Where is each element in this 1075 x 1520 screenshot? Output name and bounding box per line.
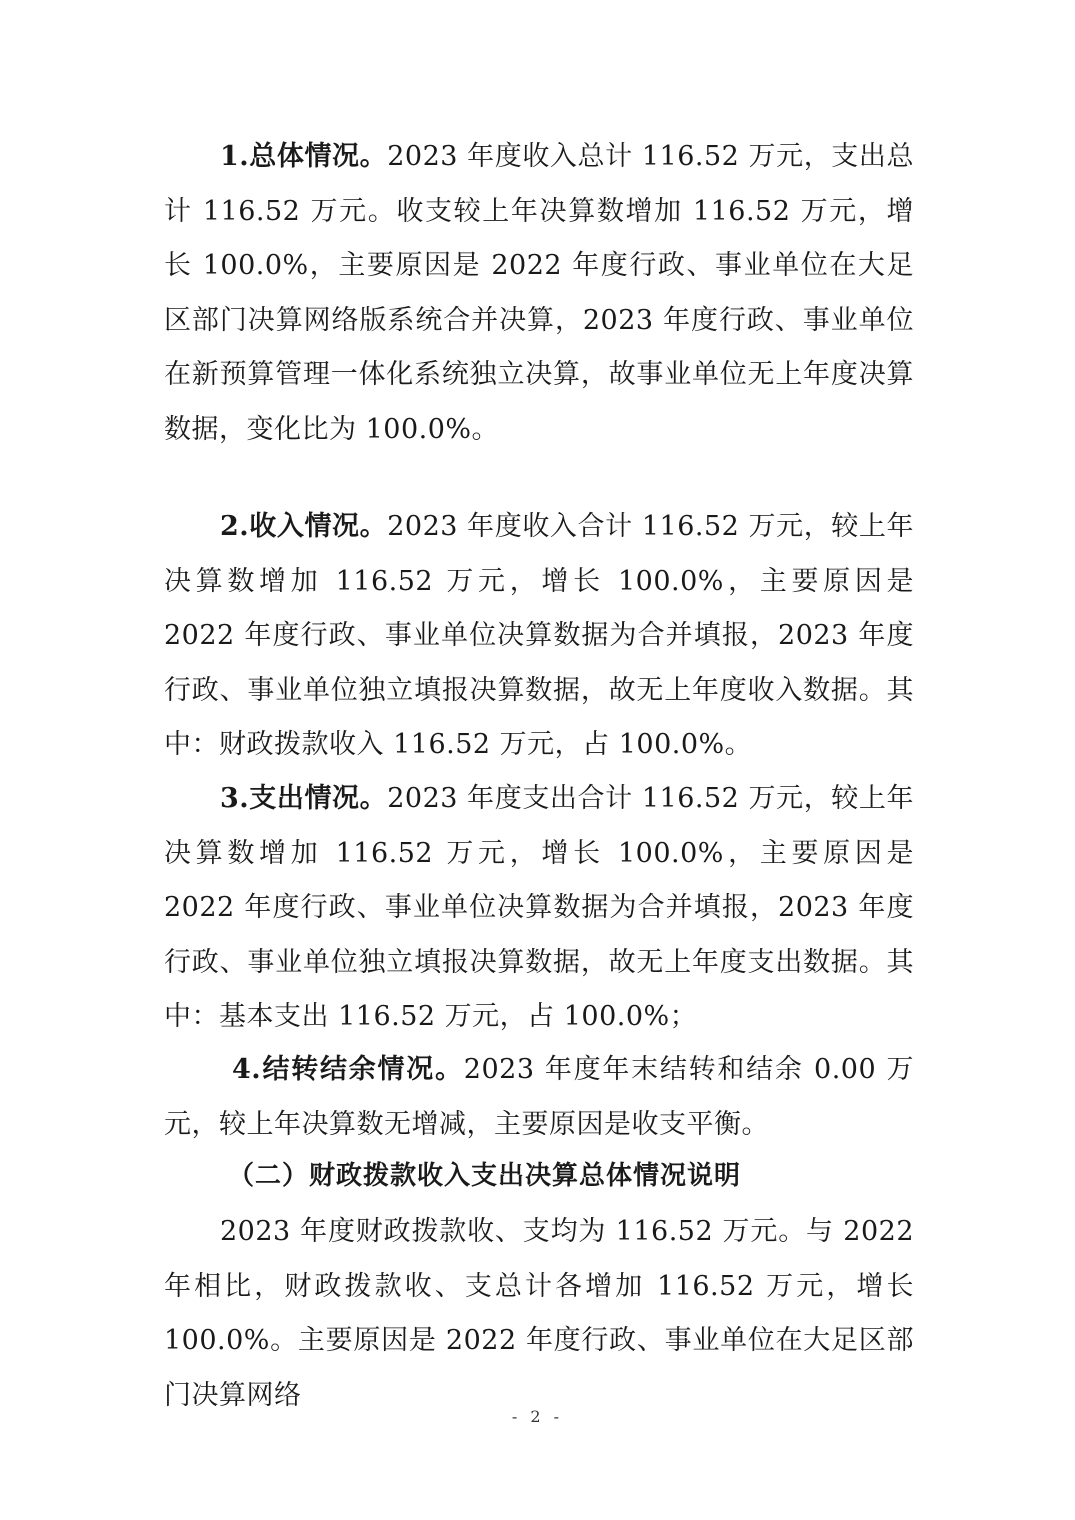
paragraph-income — [164, 500, 914, 773]
paragraph-expenditure-lead: 3.支出情况。 — [220, 783, 388, 814]
paragraph-carryover — [164, 1043, 914, 1152]
paragraph-carryover-text: 2023 年度年末结转和结余 0.00 万元，较上年决算数无增减，主要原因是收支平衡。 — [164, 1054, 914, 1140]
paragraph-income-text: 2023 年度收入合计 116.52 万元，较上年决算数增加 116.52 万元，增长 100.0%，主要原因是 2022 年度行政、事业单位决算数据为合并填报，2023 年度行政、事业单位独立填报决算数据，故无上年度收入数据。其中：财政拨款收入 116.52 万元，占 100.0%。 — [164, 511, 914, 760]
paragraph-overall — [164, 130, 914, 457]
paragraph-expenditure-text: 2023 年度支出合计 116.52 万元，较上年决算数增加 116.52 万元，增长 100.0%，主要原因是 2022 年度行政、事业单位决算数据为合并填报，2023 年度行政、事业单位独立填报决算数据，故无上年度支出数据。其中：基本支出 116.52 万元，占 100.0%； — [164, 783, 914, 1032]
section-heading: （二）财政拨款收入支出决算总体情况说明 — [228, 1161, 742, 1191]
paragraph-overall-text: 2023 年度收入总计 116.52 万元，支出总计 116.52 万元。收支较上年决算数增加 116.52 万元，增长 100.0%，主要原因是 2022 年度行政、事业单位在大足区部门决算网络版系统合并决算，2023 年度行政、事业单位在新预算管理一体化系统独立决算，故事业单位无上年度决算数据，变化比为 100.0%。 — [164, 141, 914, 445]
paragraph-overall-lead: 1.总体情况。 — [220, 141, 388, 172]
paragraph-carryover-lead: 4.结转结余情况。 — [232, 1054, 464, 1085]
paragraph-fiscal-summary: 2023 年度财政拨款收、支均为 116.52 万元。与 2022 年相比，财政拨款收、支总计各增加 116.52 万元，增长 100.0%。主要原因是 2022 年度行政、事业单位在大足区部门决算网络 — [164, 1216, 914, 1411]
paragraph-income-lead: 2.收入情况。 — [220, 511, 388, 542]
paragraph-expenditure — [164, 772, 914, 1045]
page-number: - 2 - — [511, 1407, 564, 1426]
